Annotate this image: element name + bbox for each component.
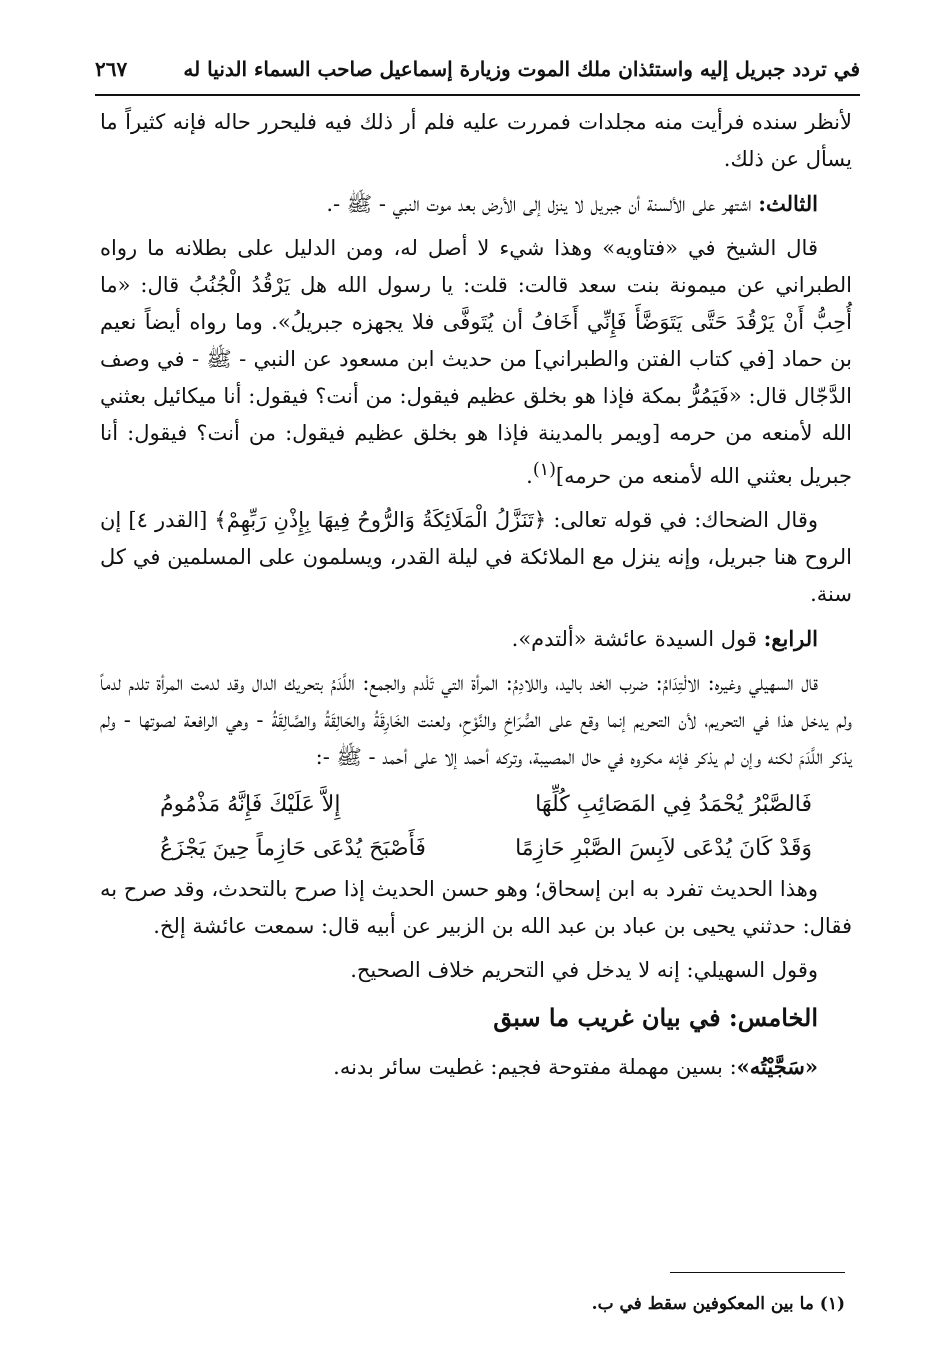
paragraph <box>100 1048 852 1086</box>
paragraph-text: : بسين مهملة مفتوحة فجيم: غطيت سائر بدنه. <box>333 1055 737 1079</box>
verse-first-hemistich: فَالصَّبْرُ يُحْمَدُ فِي المَصَائِبِ كُلِّهَا <box>535 792 812 817</box>
paragraph: لأنظر سنده فرأيت منه مجلدات فمررت عليه فلم أر ذلك فيه فليحرر حاله فإنه كثيراً ما يسأل عن ذلك. <box>100 110 852 171</box>
main-text <box>100 104 852 1093</box>
paragraph-text: قول السيدة عائشة «ألتدم». <box>511 627 764 651</box>
running-title: في تردد جبريل إليه واستئذان ملك الموت وزيارة إسماعيل صاحب السماء الدنيا له <box>183 57 860 81</box>
paragraph <box>100 185 852 223</box>
header-rule <box>95 94 860 96</box>
paragraph: قال السهيلي وغيره: الالْتِدَامُ: ضرب الخد باليد، واللادِمُ: المرأة التي تَلْدم والجمع: اللَّدَمُ بتحريك الدال وقد لدمت المرأة تلدم لدماً ولم يدخل هذا في التحريم، لأن التحريم إنما وقع على الصُّرَاخِ والنَّوْحِ، ولعنت الخَارِقَةُ والحَالِقَةُ والصَّالِقَةُ - وهي الرافعة لصوتها - ولم يذكر اللَّدَمَ لكنه وإن لم يذكر فإنه مكروه في حال المصيبة، وتركه أحمد إلا على أحمد - ﷺ -: <box>100 671 852 769</box>
poetry-verse <box>100 827 852 871</box>
point-heading: الرابع: <box>763 626 818 651</box>
page-header <box>95 54 860 84</box>
paragraph <box>100 620 852 658</box>
paragraph: وهذا الحديث تفرد به ابن إسحاق؛ وهو حسن الحديث إذا صرح بالتحدث، وقد صرح به فقال: حدثني يحيى بن عباد بن عبد الله بن الزبير عن أبيه قال: سمعت عائشة إلخ. <box>100 877 852 938</box>
section-title: الخامس: في بيان غريب ما سبق <box>493 1003 818 1032</box>
footnote-marker[interactable]: (١) <box>532 460 556 480</box>
paragraph-text: . <box>526 464 533 488</box>
paragraph <box>100 230 852 495</box>
poetry-verse <box>100 783 852 827</box>
paragraph: وقال الضحاك: في قوله تعالى: ﴿تَنَزَّلُ الْمَلَائِكَةُ وَالرُّوحُ فِيهَا بِإِذْنِ رَبِّهِمْ﴾ [القدر ٤] إن الروح هنا جبريل، وإنه ينزل مع الملائكة في ليلة القدر، ويسلمون على المسلمين في كل سنة. <box>100 508 852 606</box>
glossary-term: «سَجَّيْتُه» <box>736 1054 818 1079</box>
footnote-rule <box>670 1272 845 1273</box>
paragraph-text: اشتهر على الألسنة أن جبريل لا ينزل إلى الأرض بعد موت النبي - ﷺ -. <box>326 192 759 216</box>
paragraph: وقول السهيلي: إنه لا يدخل في التحريم خلاف الصحيح. <box>350 958 818 982</box>
verse-first-hemistich: وَقَدْ كَانَ يُدْعَى لاَبِسَ الصَّبْرِ حَازِمًا <box>515 836 812 861</box>
paragraph-text: قال الشيخ في «فتاويه» وهذا شيء لا أصل له، ومن الدليل على بطلانه ما رواه الطبراني عن ميمونة بنت سعد قالت: قلت: يا رسول الله هل يَرْقُدُ الْجُنُبُ قال: «ما أُحِبُّ أَنْ يَرْقُدَ حَتَّى يَتَوَضَّأَ فَإِنِّي أَخَافُ أن يُتَوفَّى فلا يجهزه جبريلُ». وما رواه أيضاً نعيم بن حماد [في كتاب الفتن والطبراني] من حديث ابن مسعود عن النبي - ﷺ - في وصف الدَّجّال قال: «فَيَمُرُّ بمكة فإذا هو بخلق عظيم فيقول: من أنت؟ فيقول: أنا ميكائيل بعثني الله لأمنعه من حرمه [ويمر بالمدينة فإذا هو بخلق عظيم فيقول: من أنت؟ فيقول: أنا جبريل بعثني الله لأمنعه من حرمه] <box>100 236 852 488</box>
page-number: ٢٦٧ <box>95 57 128 81</box>
verse-second-hemistich: فَأَصْبَحَ يُدْعَى حَازِماً حِينَ يَجْزَعُ <box>160 836 426 861</box>
verse-second-hemistich: إِلاَّ عَلَيْكَ فَإِنَّهُ مَذْمُومُ <box>160 792 341 817</box>
footnote: (١) ما بين المعكوفين سقط في ب. <box>591 1294 845 1314</box>
point-heading: الثالث: <box>758 191 818 216</box>
